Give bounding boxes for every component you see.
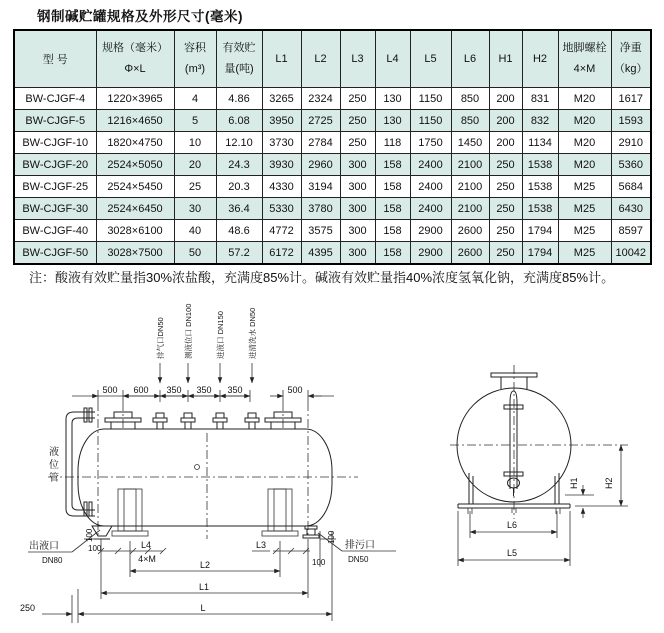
- table-cell: 20: [174, 154, 216, 176]
- table-row: [14, 154, 651, 176]
- table-cell: BW-CJGF-50: [14, 242, 96, 265]
- outlet-size-label: DN80: [42, 556, 63, 565]
- table-cell: 4.86: [216, 88, 262, 110]
- table-cell: M25: [558, 198, 611, 220]
- table-cell: 5684: [611, 176, 651, 198]
- table-cell: 1538: [522, 176, 558, 198]
- table-cell: 2100: [451, 198, 489, 220]
- col-h2: [522, 30, 558, 88]
- col-l1-label: L1: [275, 53, 288, 65]
- table-cell: 5360: [611, 154, 651, 176]
- table-cell: 3194: [301, 176, 340, 198]
- dim-L6: L6: [506, 520, 518, 530]
- table-cell: 6172: [262, 242, 301, 265]
- col-model: [14, 30, 96, 88]
- col-l4-label: L4: [386, 53, 399, 65]
- table-cell: 3930: [262, 154, 301, 176]
- table-cell: 3575: [301, 220, 340, 242]
- table-cell: BW-CJGF-20: [14, 154, 96, 176]
- table-cell: BW-CJGF-10: [14, 132, 96, 154]
- table-cell: 2400: [410, 176, 451, 198]
- table-cell: 48.6: [216, 220, 262, 242]
- level-gauge-pipe: [66, 408, 95, 516]
- col-volume: [174, 30, 216, 88]
- table-cell: 1794: [522, 242, 558, 265]
- table-cell: 1593: [611, 110, 651, 132]
- dim-L5: L5: [506, 548, 518, 558]
- dim-H2: H2: [604, 477, 614, 489]
- dim-350-a: 350: [166, 385, 182, 395]
- table-cell: 1450: [451, 132, 489, 154]
- table-cell: 1794: [522, 220, 558, 242]
- col-capacity: [216, 30, 262, 88]
- table-cell: BW-CJGF-5: [14, 110, 96, 132]
- table-cell: 118: [375, 132, 410, 154]
- dim-100-left-vert: 100: [85, 528, 94, 542]
- col-weight-line2: （kg）: [613, 63, 648, 75]
- table-cell: 158: [375, 242, 410, 265]
- dim-100-right-horiz: 100: [312, 558, 326, 567]
- table-cell: 1150: [410, 88, 451, 110]
- nozzle-leader-arrows: [160, 363, 252, 383]
- table-cell: 1220×3965: [96, 88, 174, 110]
- dim-L1: L1: [198, 582, 210, 592]
- table-cell: 2100: [451, 176, 489, 198]
- table-cell: 30: [174, 198, 216, 220]
- table-cell: 2400: [410, 154, 451, 176]
- col-spec-line2: Φ×L: [124, 63, 146, 75]
- col-l1: [262, 30, 301, 88]
- col-l2: [301, 30, 340, 88]
- table-cell: 2600: [451, 220, 489, 242]
- table-cell: 2900: [410, 220, 451, 242]
- spec-table-header: [14, 30, 651, 88]
- col-weight: [611, 30, 651, 88]
- col-bolt-line1: 地脚螺栓: [562, 42, 607, 55]
- table-cell: 2784: [301, 132, 340, 154]
- table-cell: 158: [375, 154, 410, 176]
- table-cell: 200: [489, 110, 522, 132]
- vent-nozzle: [153, 413, 167, 429]
- spec-table-body: [14, 88, 651, 265]
- col-l5: [410, 30, 451, 88]
- table-cell: 250: [489, 220, 522, 242]
- table-cell: 4: [174, 88, 216, 110]
- table-cell: 3780: [301, 198, 340, 220]
- table-cell: 5: [174, 110, 216, 132]
- table-cell: 4772: [262, 220, 301, 242]
- inlet-nozzle: [213, 413, 227, 429]
- col-volume-line1: 容积: [184, 42, 206, 55]
- nameplate-mark: [195, 465, 200, 470]
- col-l6: [451, 30, 489, 88]
- vent-port-label: 排气口DN50: [156, 317, 165, 359]
- table-cell: 1134: [522, 132, 558, 154]
- table-cell: 24.3: [216, 154, 262, 176]
- table-cell: 1750: [410, 132, 451, 154]
- col-bolt: [558, 30, 611, 88]
- table-cell: M20: [558, 132, 611, 154]
- table-row: [14, 88, 651, 110]
- table-row: [14, 220, 651, 242]
- table-cell: 300: [340, 154, 375, 176]
- table-cell: 2524×6450: [96, 198, 174, 220]
- dim-H1: H1: [569, 477, 579, 489]
- table-cell: 2900: [410, 242, 451, 265]
- table-cell: 10: [174, 132, 216, 154]
- table-cell: 250: [340, 110, 375, 132]
- table-cell: BW-CJGF-25: [14, 176, 96, 198]
- col-h1: [489, 30, 522, 88]
- page-title: 钢制碱贮罐规格及外形尺寸(毫米): [37, 9, 243, 24]
- nozzle-labels: [155, 304, 257, 359]
- col-spec-line1: 规格（毫米）: [102, 42, 168, 55]
- table-cell: M25: [558, 176, 611, 198]
- col-bolt-line2: 4×M: [573, 63, 596, 75]
- col-l6-label: L6: [463, 53, 477, 65]
- table-cell: 10042: [611, 242, 651, 265]
- table-cell: 8597: [611, 220, 651, 242]
- table-cell: 200: [489, 132, 522, 154]
- table-row: [14, 198, 651, 220]
- level-gauge-char2: 位: [49, 460, 59, 471]
- table-cell: 300: [340, 198, 375, 220]
- table-cell: BW-CJGF-40: [14, 220, 96, 242]
- table-cell: 250: [489, 154, 522, 176]
- table-cell: 1538: [522, 198, 558, 220]
- table-cell: 130: [375, 110, 410, 132]
- level-gauge-char3: 管: [49, 473, 59, 484]
- col-h1-label: H1: [498, 53, 513, 65]
- table-cell: 12.10: [216, 132, 262, 154]
- table-cell: M25: [558, 220, 611, 242]
- table-cell: 130: [375, 88, 410, 110]
- table-cell: 4330: [262, 176, 301, 198]
- table-cell: 2100: [451, 154, 489, 176]
- col-weight-line1: 净重: [619, 42, 642, 55]
- col-volume-line2: (m³): [184, 63, 206, 75]
- outlet-label: 出液口: [29, 541, 59, 552]
- table-row: [14, 110, 651, 132]
- table-cell: 831: [522, 88, 558, 110]
- outlet-fitting: [92, 526, 112, 539]
- table-cell: 300: [340, 220, 375, 242]
- table-cell: 2524×5450: [96, 176, 174, 198]
- side-dimensions: [458, 445, 628, 566]
- dim-4xM: 4×M: [138, 554, 156, 564]
- table-cell: 3730: [262, 132, 301, 154]
- table-cell: 3950: [262, 110, 301, 132]
- table-cell: 250: [340, 88, 375, 110]
- dim-350-c: 350: [227, 385, 243, 395]
- table-cell: 40: [174, 220, 216, 242]
- spec-table: [13, 29, 652, 265]
- table-cell: 2600: [451, 242, 489, 265]
- col-model-label: 型 号: [42, 54, 68, 66]
- tank-drawing: [0, 299, 664, 633]
- table-cell: 158: [375, 198, 410, 220]
- dim-100-left-horiz: 100: [88, 544, 102, 553]
- table-cell: 1617: [611, 88, 651, 110]
- table-cell: 50: [174, 242, 216, 265]
- table-cell: M20: [558, 154, 611, 176]
- tank-shell: [78, 429, 332, 526]
- table-cell: 300: [340, 242, 375, 265]
- table-cell: 20.3: [216, 176, 262, 198]
- table-row: [14, 242, 651, 265]
- table-cell: 25: [174, 176, 216, 198]
- top-dim-labels: [102, 385, 302, 395]
- dip-tube: [504, 391, 523, 496]
- table-cell: 250: [489, 242, 522, 265]
- table-cell: 4395: [301, 242, 340, 265]
- dim-L2: L2: [199, 560, 211, 570]
- table-cell: 6.08: [216, 110, 262, 132]
- col-l3-label: L3: [351, 53, 364, 65]
- front-view: [48, 402, 358, 539]
- dim-250: 250: [20, 603, 36, 613]
- table-cell: 3028×7500: [96, 242, 174, 265]
- table-cell: 2910: [611, 132, 651, 154]
- col-capacity-line1: 有效贮: [222, 42, 256, 55]
- table-note: 注：酸液有效贮量指30%浓盐酸，充满度85%计。碱液有效贮量指40%浓度氢氧化钠，充满度85%计。: [29, 270, 615, 285]
- table-cell: 2524×5050: [96, 154, 174, 176]
- front-saddle-left: [112, 489, 148, 536]
- header-row: [14, 30, 651, 88]
- dim-600: 600: [133, 385, 149, 395]
- table-cell: 158: [375, 220, 410, 242]
- table-cell: 250: [340, 132, 375, 154]
- dim-L: L: [200, 603, 206, 613]
- col-l4: [375, 30, 410, 88]
- table-cell: 1538: [522, 154, 558, 176]
- level-gauge-char1: 液: [49, 447, 59, 458]
- table-cell: 3028×6100: [96, 220, 174, 242]
- col-l2-label: L2: [314, 53, 327, 65]
- table-cell: 250: [489, 198, 522, 220]
- col-spec: [96, 30, 174, 88]
- table-cell: 2725: [301, 110, 340, 132]
- table-cell: 200: [489, 88, 522, 110]
- table-cell: BW-CJGF-30: [14, 198, 96, 220]
- top-dimensions: [72, 304, 334, 402]
- table-cell: 850: [451, 88, 489, 110]
- table-cell: 3265: [262, 88, 301, 110]
- table-row: [14, 132, 651, 154]
- table-cell: 832: [522, 110, 558, 132]
- table-cell: 1820×4750: [96, 132, 174, 154]
- table-cell: 250: [489, 176, 522, 198]
- level-gauge-label: [49, 445, 59, 484]
- dim-500-right: 500: [287, 385, 303, 395]
- table-cell: 57.2: [216, 242, 262, 265]
- table-cell: BW-CJGF-4: [14, 88, 96, 110]
- dim-L4: L4: [140, 540, 152, 550]
- drain-size-label: DN50: [348, 555, 369, 564]
- table-cell: 2960: [301, 154, 340, 176]
- front-saddle-right: [262, 489, 298, 536]
- table-cell: 300: [340, 176, 375, 198]
- bottom-dimensions: [20, 528, 396, 623]
- col-h2-label: H2: [532, 53, 548, 65]
- drain-fitting: [303, 526, 319, 538]
- table-cell: M20: [558, 110, 611, 132]
- side-view: [450, 365, 628, 519]
- wash-water-nozzle: [245, 413, 259, 429]
- table-cell: M20: [558, 88, 611, 110]
- table-cell: 158: [375, 176, 410, 198]
- table-cell: M25: [558, 242, 611, 265]
- wash-water-label: 进清洗水 DN50: [248, 307, 257, 359]
- col-l3: [340, 30, 375, 88]
- table-cell: 850: [451, 110, 489, 132]
- drain-label: 排污口: [345, 540, 375, 551]
- level-port-label: 测液位口 DN100: [184, 303, 193, 359]
- dim-L3: L3: [255, 540, 267, 550]
- table-cell: 2400: [410, 198, 451, 220]
- table-cell: 6430: [611, 198, 651, 220]
- level-port-nozzle: [181, 413, 195, 429]
- table-cell: 5330: [262, 198, 301, 220]
- table-cell: 36.4: [216, 198, 262, 220]
- dim-350-b: 350: [196, 385, 212, 395]
- table-cell: 1216×4650: [96, 110, 174, 132]
- dim-500-left: 500: [102, 385, 118, 395]
- table-cell: 1150: [410, 110, 451, 132]
- inlet-port-label: 进液口 DN150: [216, 311, 225, 359]
- col-l5-label: L5: [424, 53, 437, 65]
- col-capacity-line2: 量(吨): [224, 63, 254, 75]
- table-row: [14, 176, 651, 198]
- table-cell: 2324: [301, 88, 340, 110]
- dim-100-right-vert: 100: [327, 530, 336, 544]
